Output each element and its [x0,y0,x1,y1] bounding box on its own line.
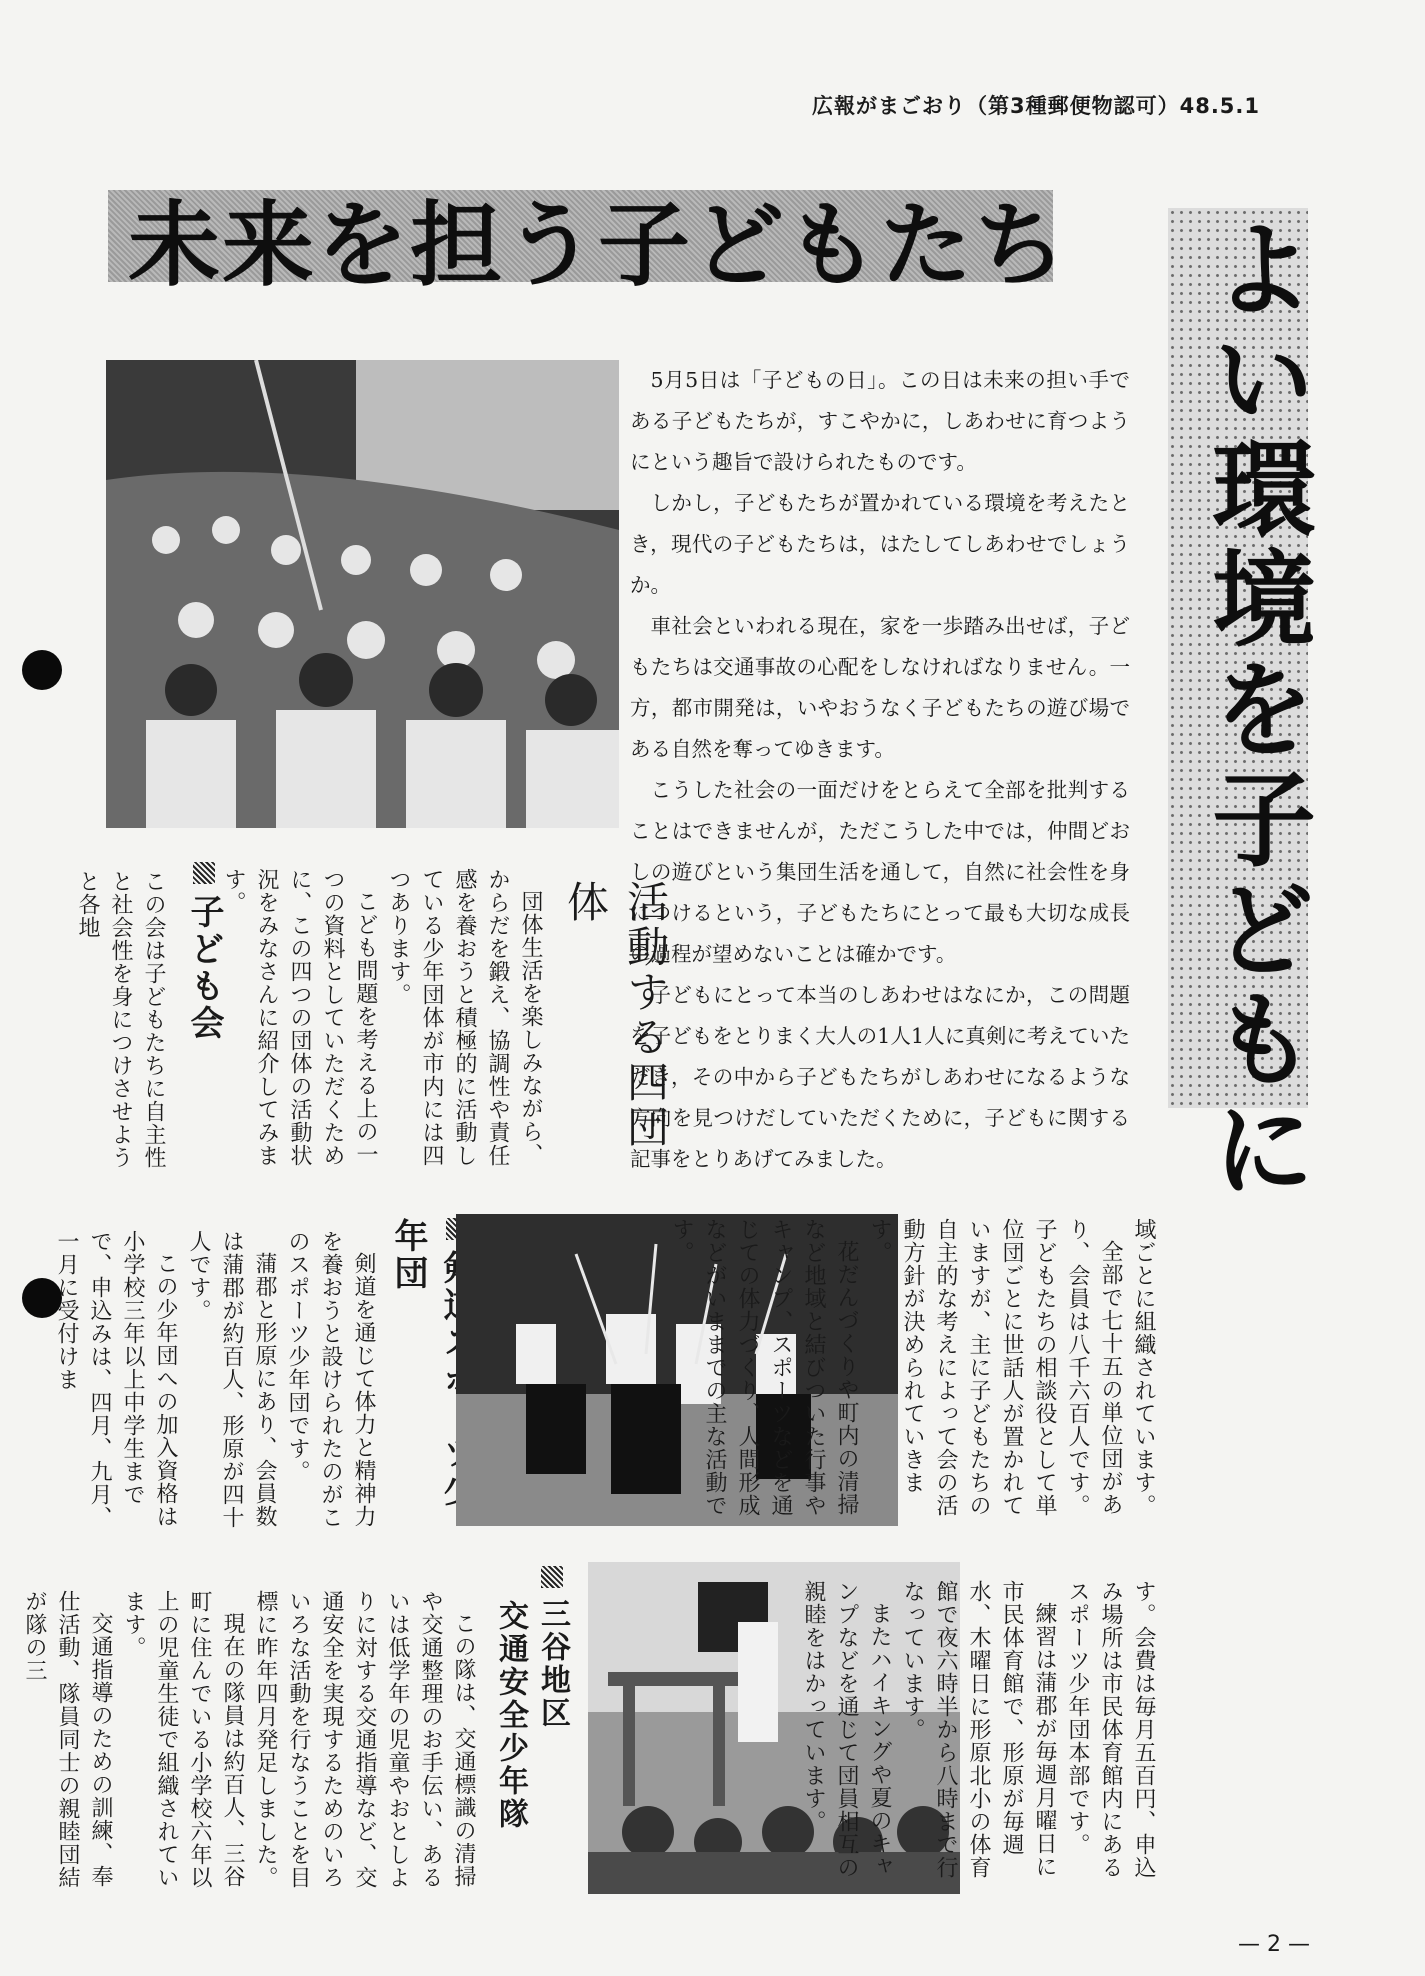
intro-paragraph: しかし，子どもたちが置かれている環境を考えたとき，現代の子どもたちは，はたしてしあわせでしょうか。 [630,491,1130,597]
vertical-subtitle: よい環境を子どもに [1194,215,1316,1205]
kodomokai-paragraph: 全部で七十五の単位団があり、会員は八千六百人です。子どもたちの相談役として単位団ごとに世話人が置かれていますが、主に子どもたちの自主的な考えによって会の活動方針が決められていきます。 [867,1218,1123,1517]
sanya-paragraph: 交通指導のための訓練、奉仕活動、隊員同士の親睦団結が隊の三 [22,1590,113,1889]
kendo-paragraph: 剣道を通じて体力と精神力を養おうと設けられたのがこのスポーツ少年団です。 [285,1230,376,1529]
section-four-heading: 活動する四団体 [561,880,670,1150]
kodomokai-heading-text: 子ども会 [184,894,224,1042]
binder-hole-top [22,650,62,690]
photo-children-crowd [106,360,619,828]
kendo-paragraph: 蒲郡と形原にあり、会員数は蒲郡が約百人、形原が四十人です。 [186,1230,277,1529]
intro-paragraph: 5月5日は「子どもの日」。この日は未来の担い手である子どもたちが，すこやかに，しあわせに育つようにという趣旨で設けられたものです。 [630,368,1130,474]
page-title: 未来を担う子どもたち [128,191,1069,299]
kendo-heading-text: 年団 [388,1218,428,1292]
kendo-text-a [54,1230,380,1535]
kendo-paragraph: この少年団への加入資格は小学校三年以上中学生までで、申込みは、四月、九月、一月に受付けま [54,1230,178,1529]
sanya-text [22,1590,480,1900]
intro-text [630,360,1130,1180]
section-four-text [221,868,547,1178]
kodomokai-heading [180,862,229,1042]
sanya-heading-1-text: 三谷地区 [535,1598,570,1730]
sanya-heading-1 [530,1566,574,1736]
section-four-paragraph: こども問題を考える上の一つの資料としていただくために、この四つの団体の活動状況をみなさんに紹介してみます。 [221,868,378,1167]
masthead: 広報がまごおり（第3種郵便物認可）48.5.1 [811,94,1260,118]
sanya-heading-2: 交通安全少年隊 [493,1600,528,1831]
kodomokai-text-b [669,1218,1160,1538]
kendo-paragraph: 練習は蒲郡が毎週月曜日に市民体育館で、形原が毎週水、木曜日に形原北小の体育館で夜六時半から八時まで行なっています。 [900,1580,1057,1879]
sanya-paragraph: 現在の隊員は約百人、三谷町に住んでいる小学校六年以上の児童生徒で組織されています。 [121,1590,245,1889]
section-mark-icon [541,1566,563,1588]
kendo-paragraph: またハイキングや夏のキャンプなどを通じて団員相互の親睦をはかっています。 [801,1580,892,1879]
page-number: — 2 — [1238,1932,1310,1957]
kendo-text-b [801,1580,1160,1900]
intro-paragraph: 子どもにとって本当のしあわせはなにか，この問題を子どもをとりまく大人の1人1人に真剣に考えていただき，その中から子どもたちがしあわせになるような方向を見つけだしていただくために，子どもに関する記事をとりあげてみました。 [630,983,1130,1171]
kodomokai-paragraph: 花だんづくりや町内の清掃など地域と結びついた行事やキャンプ、スポーツなどを通じての体力づくり、人間形成などがいままでの主な活動です。 [669,1218,859,1517]
intro-paragraph: こうした社会の一面だけをとらえて全部を批判することはできませんが，ただこうした中では，仲間どおしの遊びという集団生活を通して，自然に社会性を身につけるという，子どもたちにとって最も大切な成長の過程が望めないことは確かです。 [630,778,1130,966]
section-four-paragraph: 団体生活を楽しみながら、からだを鍛え、協調性や責任感を養おうと積極的に活動している少年団体が市内には四つあります。 [386,868,543,1167]
intro-paragraph: 車社会といわれる現在，家を一歩踏み出せば，子どもたちは交通事故の心配をしなければなりません。一方，都市開発は，いやおうなく子どもたちの遊び場である自然を奪ってゆきます。 [630,614,1130,761]
section-mark-icon [193,862,215,884]
kodomokai-paragraph: 域ごとに組織されています。 [1131,1218,1156,1517]
sanya-paragraph: この隊は、交通標識の清掃や交通整理のお手伝い、あるいは低学年の児童やおとしよりに対する交通指導など、交通安全を実現するためのいろいろな活動を行なうことを目標に昨年四月発足しました。 [253,1590,476,1889]
kendo-paragraph: す。会費は毎月五百円、申込み場所は市民体育館内にあるスポーツ少年団本部です。 [1065,1580,1156,1879]
kodomokai-text-a: この会は子どもたちに自主性と社会性を身につけさせようと各地 [75,870,166,1169]
